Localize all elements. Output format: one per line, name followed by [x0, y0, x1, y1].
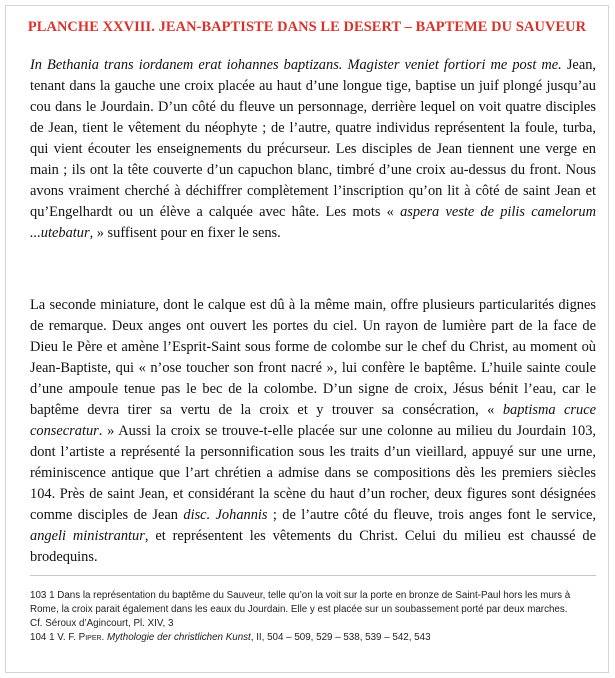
paragraph-2 [30, 295, 596, 568]
italic-angeli: angeli ministrantur [30, 528, 145, 544]
latin-quote: aspera veste de pilis camelorum ...utebatur [30, 204, 596, 241]
italic-disc-johannis: disc. Johannis [183, 507, 268, 523]
paragraph-2-text-c: ; de l’autre côté du fleuve, trois anges font le service, [267, 507, 596, 523]
paragraph-1 [30, 55, 596, 244]
paragraph-1-text-a: Jean, tenant dans la gauche une croix placée au haut d’une longue tige, baptise un juif plongé jusqu’au cou dans le Jourdain. D’un côté du fleuve un personnage, derrière lequel on voit quatre disciples de Jean, tient le vêtement du néophyte ; de l’autre, quatre individus représentent la foule, turba, qui vient écouter les enseignements du précurseur. Les disciples de Jean tiennent une verge en main ; ils ont la tête couverte d’un capuchon blanc, timbré d’une croix au-dessus du front. Nous avons vraiment cherché à déchiffrer complètement l’inscription qu’on lit à côté de saint Jean et qu’Engelhardt ou un élève a calquée avec hâte. Les mots « [30, 57, 597, 220]
paragraph-2-text-b: . » Aussi la croix se trouve-t-elle placée sur une colonne au milieu du Jourdain 103, dont l’artiste a représenté la personnification sous les traits d’un vieillard, appuyé sur une urne, réminiscence antique que l’art chrétien a admise dans se compositions dès les premiers siècles 104. Près de saint Jean, et considérant la scène du haut d’un rocher, deux figures sont désignées comme disciples de Jean [30, 423, 596, 523]
paragraph-2-text-a: La seconde miniature, dont le calque est dû à la même main, offre plusieurs particularités dignes de remarque. Deux anges ont ouvert les portes du ciel. Un rayon de lumière part de la face de Dieu le Père et amène l’Esprit-Saint sous forme de colombe sur le chef du Christ, au moment où Jean-Baptiste, qui « n’ose toucher son front nacré », lui confère le baptême. L’huile sainte coule d’une ampoule tenue pas le bec de la colombe. D’un signe de croix, Jésus bénit l’eau, car le baptême devra tirer sa vertu de la croix et y trouver sa consécration, « [30, 297, 596, 418]
page-title: PLANCHE XXVIII. JEAN-BAPTISTE DANS LE DESERT – BAPTEME DU SAUVEUR [27, 19, 587, 35]
paragraph-2-text-d: , et représentent les vêtements du Christ. Celui du milieu est chaussé de brodequins. [30, 528, 596, 565]
footnote-104-title: Mythologie der christlichen Kunst [107, 632, 251, 643]
paragraph-1-text-b: , » suffisent pour en fixer le sens. [89, 225, 281, 241]
footnote-104 [30, 631, 600, 645]
footnote-103: 103 1 Dans la représentation du baptême du Sauveur, telle qu’on la voit sur la porte en bronze de Saint-Paul hors les murs à Rome, la croix parait également dans les eaux du Jourdain. Elle y est placée sur un soubassement porté par deux marches. [30, 590, 571, 615]
footnote-104-prefix: 104 1 V. F. [30, 632, 79, 643]
footnote-104-rest: , II, 504 – 509, 529 – 538, 539 – 542, 543 [250, 632, 431, 643]
page-frame [5, 5, 609, 673]
footnote-104-author: Piper [78, 632, 102, 643]
footnote-divider [30, 575, 596, 576]
footnote-103-reference: Cf. Séroux d’Agincourt, Pl. XIV, 3 [30, 618, 174, 629]
footnotes [30, 589, 600, 645]
footnote-104-dot: . [101, 632, 107, 643]
epigraph: In Bethania trans iordanem erat iohannes baptizans. Magister veniet fortiori me post me. [30, 57, 562, 73]
latin-quote-2: baptisma cruce consecratur [30, 402, 596, 439]
